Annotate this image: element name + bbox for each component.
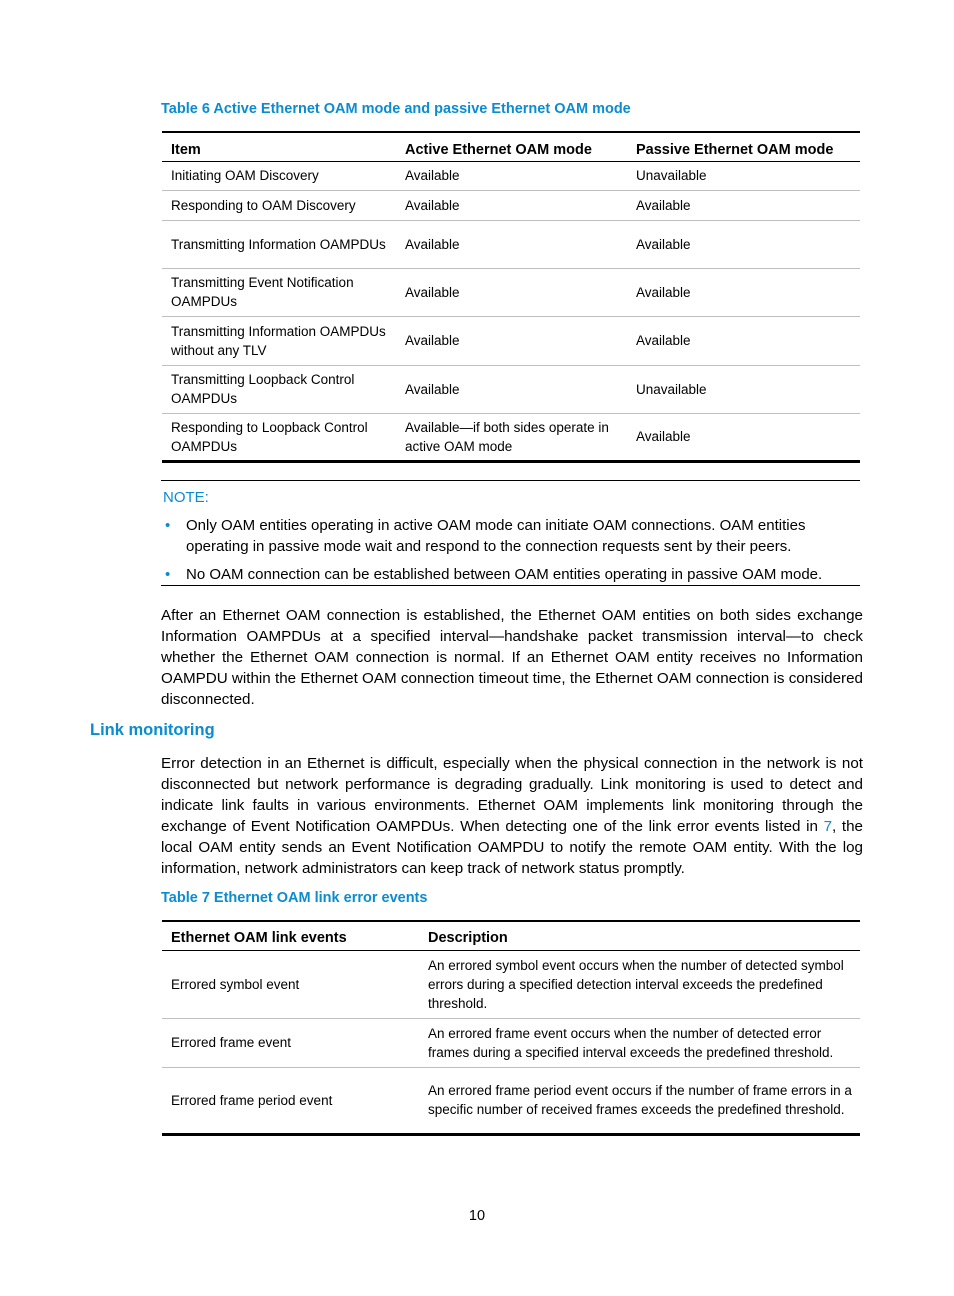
paragraph-text: , the local OAM entity sends an Event Notification OAMPDU to notify the remote OAM entity. With the log information, network administrators can keep track of network status promptly. (161, 818, 863, 877)
table-cell: Transmitting Loopback Control OAMPDUs (171, 372, 355, 406)
table-row (162, 413, 860, 461)
table-cell: An errored frame event occurs when the number of detected error frames during a specified interval exceeds the predefined threshold. (428, 1025, 834, 1060)
page-number: 10 (468, 1208, 486, 1224)
table-cell: Transmitting Information OAMPDUs without any TLV (171, 323, 386, 358)
note-title: NOTE: (163, 489, 209, 506)
paragraph-text: Error detection in an Ethernet is difficult, especially when the physical connection in the network is not disconnected but network performance is degrading gradually. Link monitoring is used to detect and indicate link faults in various environments. Ethernet OAM implements link monitoring through the exchange of Event Notification OAMPDUs. When detecting one of the link error events listed in (161, 755, 863, 835)
table-cell: Available (636, 429, 691, 444)
table-cell: Available (405, 236, 460, 252)
table-row (162, 190, 860, 220)
note-list (161, 515, 851, 592)
table6-header-row (162, 132, 860, 161)
table-cell: Available—if both sides operate in active OAM mode (405, 419, 609, 454)
table-cell: Available (405, 168, 460, 183)
table-cell: Available (405, 333, 460, 348)
table-cell: Available (405, 284, 460, 300)
table6-header: Passive Ethernet OAM mode (627, 132, 860, 161)
table-cell: An errored frame period event occurs if the number of frame errors in a specific number of received frames exceeds the predefined threshold. (428, 1083, 852, 1117)
table-cell: Errored frame event (171, 1035, 292, 1050)
table-cell: Available (636, 333, 691, 348)
table-cell: Transmitting Information OAMPDUs (171, 236, 386, 252)
table-reference-link[interactable]: 7 (823, 818, 833, 835)
table7-caption: Table 7 Ethernet OAM link error events (161, 890, 428, 906)
table-row (162, 268, 860, 316)
table-cell: Available (405, 381, 460, 397)
table-row (162, 1018, 860, 1067)
table6-caption: Table 6 Active Ethernet OAM mode and passive Ethernet OAM mode (161, 101, 631, 117)
table6 (162, 131, 860, 463)
table-cell: Available (405, 197, 460, 213)
table-cell: Errored symbol event (171, 976, 300, 992)
table-row (162, 220, 860, 268)
table-cell: Initiating OAM Discovery (171, 168, 319, 183)
table-cell: Errored frame period event (171, 1092, 333, 1108)
list-item (161, 564, 851, 585)
note-item-text: Only OAM entities operating in active OAM mode can initiate OAM connections. OAM entities operating in passive mode wait and respond to the connection requests sent by their peers. (186, 517, 806, 555)
body-paragraph (161, 753, 863, 879)
table7-header: Description (419, 921, 860, 950)
bullet-icon: • (165, 566, 171, 583)
table-row (162, 161, 860, 190)
table7-header: Ethernet OAM link events (162, 921, 419, 950)
list-item (161, 515, 851, 557)
table7 (162, 920, 860, 1136)
table-cell: Responding to OAM Discovery (171, 197, 356, 213)
bullet-icon: • (165, 517, 171, 534)
table-row (162, 316, 860, 365)
table-row (162, 1067, 860, 1134)
body-paragraph: After an Ethernet OAM connection is established, the Ethernet OAM entities on both sides exchange Information OAMPDUs at a specified interval—handshake packet transmission interval—to check whether the Ethernet OAM connection is normal. If an Ethernet OAM entity receives no Information OAMPDU within the Ethernet OAM connection timeout time, the Ethernet OAM connection is considered disconnected. (161, 607, 863, 708)
note-box (161, 480, 860, 586)
table-row (162, 950, 860, 1018)
table-cell: Transmitting Event Notification OAMPDUs (171, 275, 354, 309)
table-cell: Unavailable (636, 381, 707, 397)
table-cell: Available (636, 236, 691, 252)
table-row (162, 365, 860, 413)
table7-header-row (162, 921, 860, 950)
note-item-text: No OAM connection can be established between OAM entities operating in passive OAM mode. (186, 566, 823, 583)
table-cell: Unavailable (636, 168, 707, 183)
table6-header: Item (162, 132, 396, 161)
table-cell: Responding to Loopback Control OAMPDUs (171, 419, 368, 454)
table-cell: Available (636, 284, 691, 300)
section-heading: Link monitoring (90, 721, 215, 739)
table-cell: Available (636, 197, 691, 213)
table-cell: An errored symbol event occurs when the number of detected symbol errors during a specified detection interval exceeds the predefined threshold. (428, 957, 844, 1011)
table6-header: Active Ethernet OAM mode (396, 132, 627, 161)
